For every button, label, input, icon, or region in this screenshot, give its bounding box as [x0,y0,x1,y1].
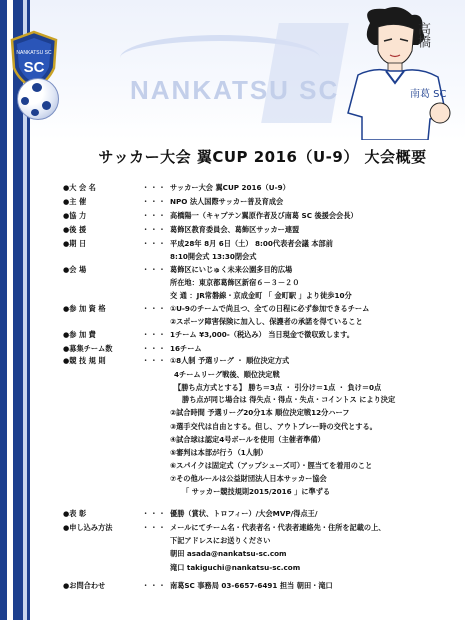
row-value-line: メールにてチーム名・代表者名・代表者連絡先・住所を記載の上、 [170,523,386,532]
row-label: ●協 力 [63,211,87,220]
left-stripe-navy [0,0,7,620]
row-value-line: ⑤審判は本部が行う（1人制） [170,448,268,457]
row-label: ●主 催 [63,197,87,206]
row-label: ●競 技 規 則 [63,356,106,365]
row-value-line: 優勝（賞状、トロフィー）/大会MVP/得点王/ [170,509,318,518]
row-value-line: 4チームリーグ戦後、順位決定戦 [174,370,280,379]
banner-watermark [120,35,340,115]
jersey-text: 南葛 SC [410,89,447,100]
row-value-line: 交 通 ：JR常磐線・京成金町 「 金町駅 」より徒歩10分 [170,291,352,301]
row-separator: ・・・ [142,344,167,353]
row-value-line: ②試合時間 予選リーグ20分1本 順位決定戦12分ハーフ [170,408,350,417]
row-value-line: 平成28年 8月 6日（土） 8:00代表者会議 本部前 [170,239,333,248]
row-separator: ・・・ [142,197,167,206]
row-value-line: 下記アドレスにお送りください [170,536,271,546]
row-label: ●期 日 [63,239,87,248]
row-separator: ・・・ [142,523,167,532]
row-separator: ・・・ [142,304,167,313]
row-value-line: 「 サッカー競技規則2015/2016 」に準ずる [182,487,331,496]
row-value-line: ⑥スパイクは固定式（アップシューズ可）・脛当てを着用のこと [170,461,373,470]
row-separator: ・・・ [142,330,167,339]
row-separator: ・・・ [142,265,167,274]
row-value-line: 所在地：東京都葛飾区新宿６－３－２０ [170,278,300,288]
row-value-line: NPO 法人国際サッカー普及育成会 [170,197,284,206]
emblem-label: NANKATSU SC [16,50,52,56]
row-label: ●表 彰 [63,509,87,518]
row-value-line: ①U-9のチームで尚且つ、全ての日程に必ず参加できるチーム [170,304,370,313]
row-separator: ・・・ [142,239,167,248]
row-separator: ・・・ [142,225,167,234]
captain-tsubasa-character [330,5,460,140]
page-title: サッカー大会 翼CUP 2016（U-9） 大会概要 [98,148,427,166]
row-label: ●申し込み方法 [63,523,113,532]
row-value-line: サッカー大会 翼CUP 2016（U-9） [170,183,290,192]
row-label: ●参 加 費 [63,330,96,339]
row-separator: ・・・ [142,509,167,518]
row-value-line: 葛飾区にいじゅく未来公園多目的広場 [170,265,293,274]
svg-text:SC: SC [23,59,45,76]
row-separator: ・・・ [142,183,167,192]
row-value-line: ④試合球は認定4号ボールを使用（主催者準備） [170,435,325,444]
row-label: ●会 場 [63,265,87,274]
row-value-line: 1チーム ¥3,000-（税込み） 当日現金で徴収致します。 [170,330,354,339]
row-value-line: 8:10開会式 13:30閉会式 [170,252,257,262]
row-label: ●参 加 資 格 [63,304,106,313]
author-signature: 高橋 [415,22,430,48]
row-separator: ・・・ [142,581,167,590]
row-value-line: 南葛SC 事務局 03-6657-6491 担当 朝田・滝口 [170,581,333,590]
row-label: ●お問合わせ [63,581,106,590]
row-value-line: ①8人制 予選リーグ ・ 順位決定方式 [170,356,290,365]
row-value-line: 16チーム [170,344,202,353]
row-separator: ・・・ [142,356,167,365]
soccer-ball-icon [17,78,59,120]
row-value-line: 高橋陽一（キャプテン翼原作者及び南葛 SC 後援会会長） [170,211,358,220]
row-value-line: 【勝ち点方式とする】 勝ち＝3点 ・ 引分け＝1点 ・ 負け＝0点 [174,383,382,392]
row-value-line: 滝口 takiguchi@nankatsu-sc.com [170,562,301,572]
row-label: ●大 会 名 [63,183,96,192]
row-label: ●後 援 [63,225,87,234]
row-separator: ・・・ [142,211,167,220]
row-value-line: 勝ち点が同じ場合は 得失点・得点・失点・コイントス により決定 [182,395,396,404]
row-value-line: 葛飾区教育委員会、葛飾区サッカー連盟 [170,225,300,234]
row-value-line: 朝田 asada@nankatsu-sc.com [170,549,287,559]
row-value-line: ⑦その他ルールは公益財団法人日本サッカー協会 [170,474,327,483]
banner-watermark-text: NANKATSU SC [130,75,340,105]
row-value-line: ③選手交代は自由とする。但し、アウトプレー時の交代とする。 [170,422,377,431]
row-value-line: ②スポーツ障害保険に加入し、保護者の承諾を得ていること [170,317,363,327]
row-label: ●募集チーム数 [63,344,113,353]
